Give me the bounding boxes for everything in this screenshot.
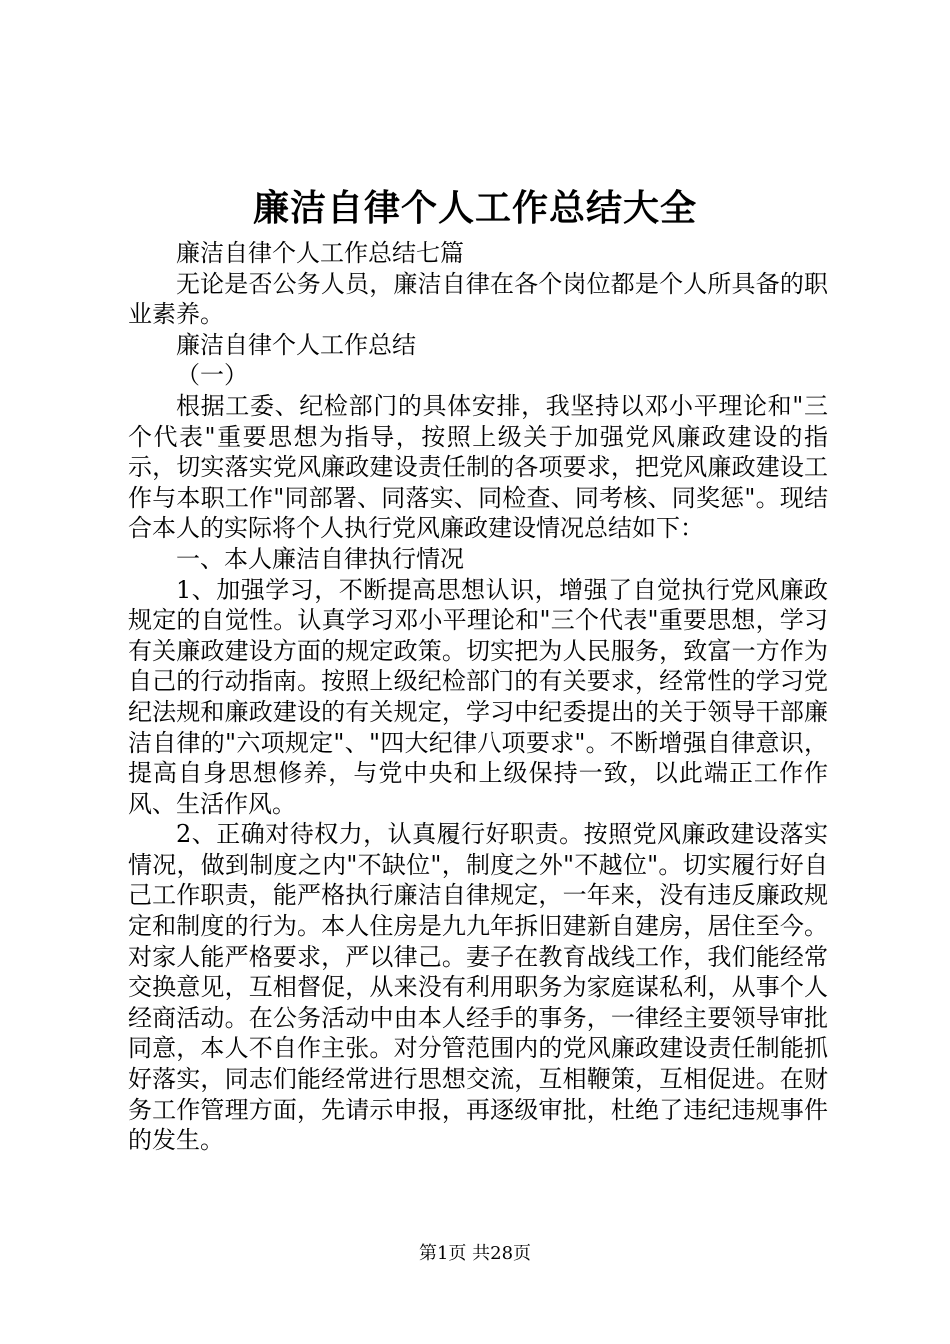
paragraph-heading: 廉洁自律个人工作总结 (176, 330, 416, 359)
document-title: 廉洁自律个人工作总结大全 (252, 188, 697, 229)
paragraph-overview: 根据工委、纪检部门的具体安排，我坚持以邓小平理论和"三个代表"重要思想为指导，按照上级关于加强党风廉政建设的指示，切实落实党风廉政建设责任制的各项要求，把党风廉政建设工作与本职工作"同部署、同落实、同检查、同考核、同奖惩"。现结合本人的实际将个人执行党风廉政建设情况总结如下： (128, 391, 828, 543)
paragraph-section-number: （一） (176, 361, 248, 390)
paragraph-point-2: 2、正确对待权力，认真履行好职责。按照党风廉政建设落实情况，做到制度之内"不缺位"，制度之外"不越位"。切实履行好自己工作职责，能严格执行廉洁自律规定，一年来，没有违反廉政规定和制度的行为。本人住房是九九年拆旧建新自建房，居住至今。对家人能严格要求，严以律己。妻子在教育战线工作，我们能经常交换意见，互相督促，从来没有利用职务为家庭谋私利，从事个人经商活动。在公务活动中由本人经手的事务，一律经主要领导审批同意，本人不自作主张。对分管范围内的党风廉政建设责任制能抓好落实，同志们能经常进行思想交流，互相鞭策，互相促进。在财务工作管理方面，先请示申报，再逐级审批，杜绝了违纪违规事件的发生。 (128, 820, 828, 1155)
document-body (128, 238, 828, 1156)
page-number-footer: 第1页 共28页 (418, 1243, 532, 1264)
paragraph-subtitle: 廉洁自律个人工作总结七篇 (176, 239, 464, 267)
paragraph-section-heading: 一、本人廉洁自律执行情况 (176, 544, 464, 573)
paragraph-point-1: 1、加强学习，不断提高思想认识，增强了自觉执行党风廉政规定的自觉性。认真学习邓小平理论和"三个代表"重要思想，学习有关廉政建设方面的规定政策。切实把为人民服务，致富一方作为自己的行动指南。按照上级纪检部门的有关要求，经常性的学习党纪法规和廉政建设的有关规定，学习中纪委提出的关于领导干部廉洁自律的"六项规定"、"四大纪律八项要求"。不断增强自律意识，提高自身思想修养，与党中央和上级保持一致，以此端正工作作风、生活作风。 (128, 575, 828, 818)
paragraph-intro: 无论是否公务人员，廉洁自律在各个岗位都是个人所具备的职业素养。 (128, 269, 828, 329)
